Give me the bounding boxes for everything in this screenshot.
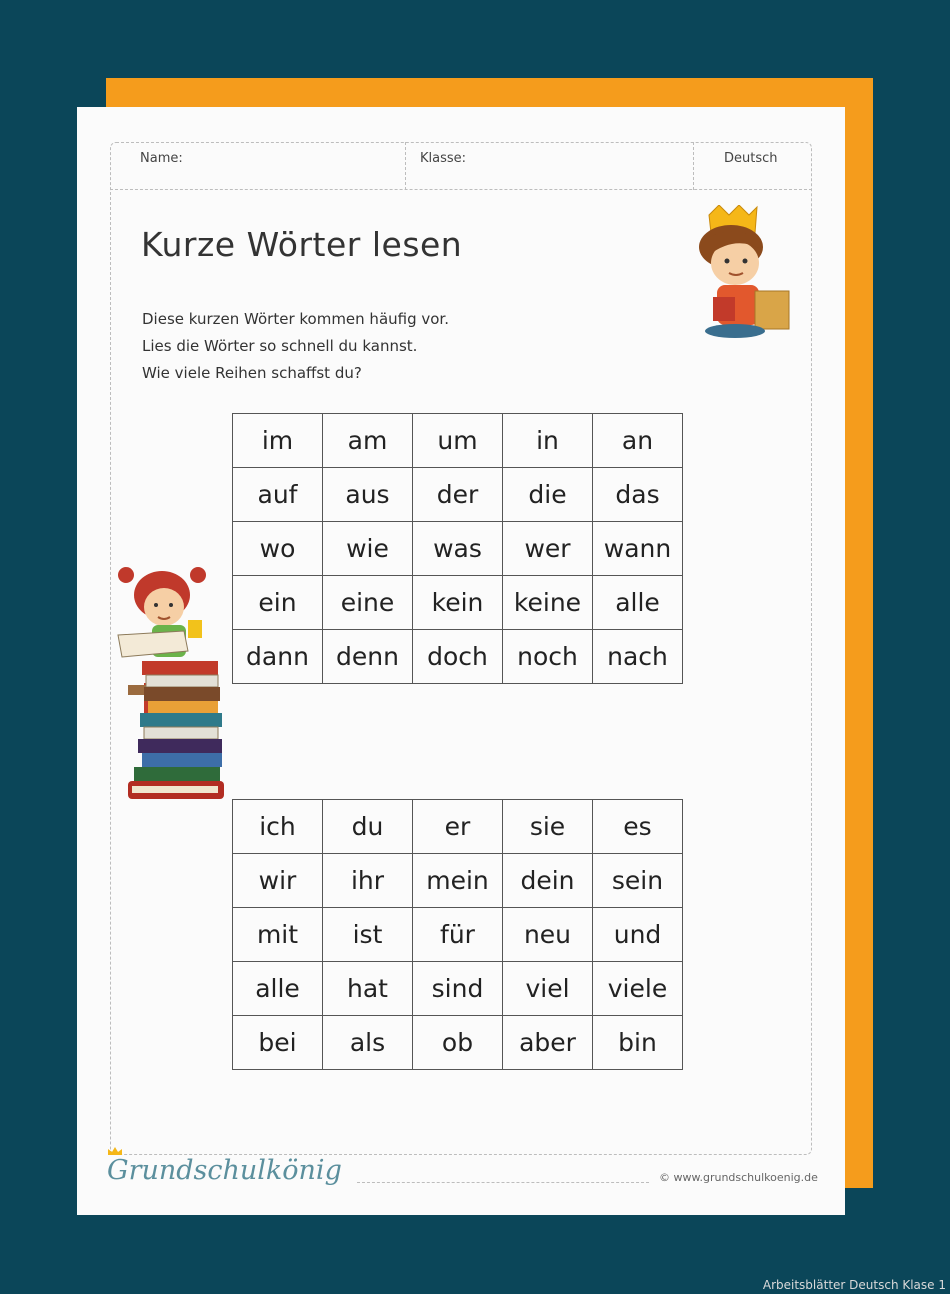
word-cell: und [593,908,683,962]
page-title: Kurze Wörter lesen [141,225,463,264]
word-cell: du [323,800,413,854]
grid-row [233,1016,683,1070]
boy-reading-illustration [695,205,795,340]
grid-row [233,576,683,630]
word-cell: als [323,1016,413,1070]
word-cell: hat [323,962,413,1016]
instruction-line: Wie viele Reihen schaffst du? [142,364,362,382]
word-cell: um [413,414,503,468]
word-cell: mein [413,854,503,908]
word-cell: ob [413,1016,503,1070]
class-label: Klasse: [420,151,467,166]
subject-field [694,142,812,190]
grid-row [233,522,683,576]
instruction-line: Diese kurzen Wörter kommen häufig vor. [142,310,449,328]
grid-row [233,800,683,854]
word-cell: dann [233,630,323,684]
word-cell: bin [593,1016,683,1070]
word-grid-1 [232,413,683,684]
instructions [142,306,449,387]
worksheet-page [77,107,845,1215]
word-cell: mit [233,908,323,962]
word-cell: noch [503,630,593,684]
word-cell: das [593,468,683,522]
word-cell: ich [233,800,323,854]
subject-label: Deutsch [724,151,778,166]
word-cell: dein [503,854,593,908]
class-field[interactable] [406,142,694,190]
word-cell: neu [503,908,593,962]
word-cell: wir [233,854,323,908]
word-cell: an [593,414,683,468]
footer-divider [357,1182,649,1183]
word-grid-2 [232,799,683,1070]
name-field[interactable] [110,142,406,190]
word-cell: für [413,908,503,962]
word-cell: doch [413,630,503,684]
word-cell: was [413,522,503,576]
word-cell: aus [323,468,413,522]
word-cell: kein [413,576,503,630]
word-cell: wo [233,522,323,576]
word-cell: am [323,414,413,468]
watermark-text: Arbeitsblätter Deutsch Klase 1 [762,1278,946,1292]
word-cell: auf [233,468,323,522]
word-cell: ist [323,908,413,962]
word-cell: er [413,800,503,854]
word-cell: ein [233,576,323,630]
word-cell: keine [503,576,593,630]
word-cell: aber [503,1016,593,1070]
word-cell: sind [413,962,503,1016]
copyright-text: © www.grundschulkoenig.de [659,1171,818,1184]
word-cell: es [593,800,683,854]
word-cell: die [503,468,593,522]
brand-logo[interactable]: Grundschulkönig [107,1155,342,1186]
word-cell: sein [593,854,683,908]
word-cell: sie [503,800,593,854]
word-cell: ihr [323,854,413,908]
word-cell: alle [593,576,683,630]
word-cell: der [413,468,503,522]
word-cell: viele [593,962,683,1016]
instruction-line: Lies die Wörter so schnell du kannst. [142,337,418,355]
word-cell: wann [593,522,683,576]
word-cell: in [503,414,593,468]
grid-row [233,468,683,522]
word-cell: denn [323,630,413,684]
name-label: Name: [140,151,183,166]
word-cell: eine [323,576,413,630]
word-cell: nach [593,630,683,684]
grid-row [233,854,683,908]
grid-row [233,414,683,468]
word-cell: im [233,414,323,468]
word-cell: wie [323,522,413,576]
word-cell: viel [503,962,593,1016]
word-cell: alle [233,962,323,1016]
grid-row [233,630,683,684]
girl-on-books-illustration [114,565,234,810]
grid-row [233,962,683,1016]
word-cell: bei [233,1016,323,1070]
crown-icon [108,1147,122,1155]
header-row [110,142,812,190]
grid-row [233,908,683,962]
word-cell: wer [503,522,593,576]
